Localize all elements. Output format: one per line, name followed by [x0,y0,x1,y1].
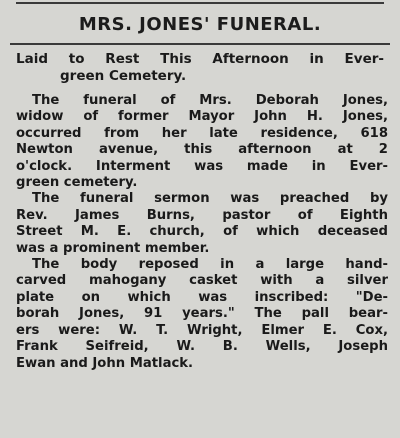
paragraph-line: Frank Seifreid, W. B. Wells, Joseph [16,339,388,355]
paragraph-line: carved mahogany casket with a silver [16,273,388,289]
paragraph-2 [16,191,388,257]
paragraph-line: The body reposed in a large hand- [32,257,388,273]
paragraph-line: Rev. James Burns, pastor of Eighth [16,207,388,223]
paragraph-line: occurred from her late residence, 618 [16,125,388,141]
paragraph-line: The funeral sermon was preached by [32,191,388,207]
subheadline-line-1: Laid to Rest This Afternoon in Ever- [16,51,384,67]
paragraph-line: Newton avenue, this afternoon at 2 [16,142,388,158]
paragraph-line: Street M. E. church, of which deceased [16,224,388,240]
paragraph-line: ers were: W. T. Wright, Elmer E. Cox, [16,322,388,338]
paragraph-3 [16,257,388,372]
deck-rule [10,43,390,45]
paragraph-line: was a prominent member. [16,240,210,256]
paragraph-line: Ewan and John Matlack. [16,355,194,371]
paragraph-line: o'clock. Interment was made in Ever- [16,158,388,174]
subheadline-line-2: green Cemetery. [60,68,187,84]
paragraph-line: widow of former Mayor John H. Jones, [16,109,388,125]
paragraph-line: green cemetery. [16,175,138,191]
subheadline [6,51,394,85]
paragraph-1 [16,93,388,191]
newspaper-clipping [0,2,400,438]
paragraph-line: borah Jones, 91 years." The pall bear- [16,306,388,322]
article-body [6,93,394,372]
paragraph-line: The funeral of Mrs. Deborah Jones, [32,93,388,108]
paragraph-line: plate on which was inscribed: "De- [16,289,388,305]
headline: MRS. JONES' FUNERAL. [78,14,322,35]
